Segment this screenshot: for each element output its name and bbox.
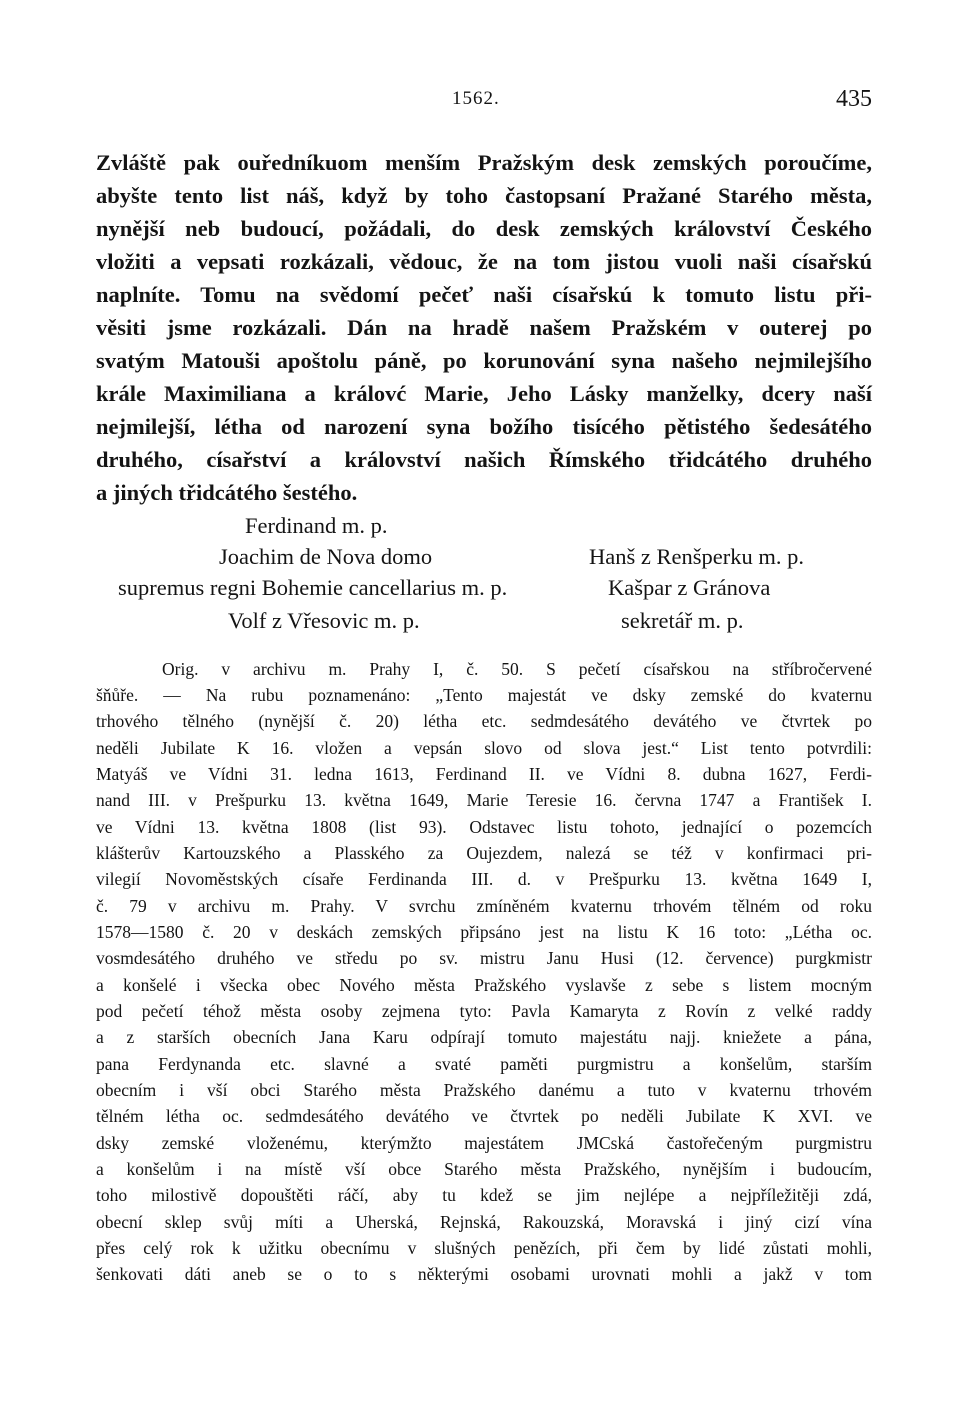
header-year: 1562. <box>452 88 500 109</box>
body-line: naplníte. Tomu na svědomí pečeť naši císařskú k tomuto listu při- <box>96 282 872 307</box>
note-line: vilegií Novoměstských císaře Ferdinanda III. d. v Prešpurku 13. května 1649 I, <box>96 869 872 889</box>
note-line: klášterův Kartouzského a Plasského za Oujezdem, nalezá se též v konfirmaci pri- <box>96 843 872 863</box>
body-line: abyšte tento list náš, když by toho častopsaní Pražané Starého města, <box>96 183 872 208</box>
note-line: 1578—1580 č. 20 v deskách zemských připsáno jest na listu K 16 toto: „Létha oc. <box>96 922 872 942</box>
note-line: trhového tělného (nynější č. 20) létha etc. sedmdesátého devátého ve čtvrtek po <box>96 711 872 731</box>
body-line: věsiti jsme rozkázali. Dán na hradě našem Pražském v outerej po <box>96 315 872 340</box>
note-line: šenkovati dáti aneb se o to s některými osobami urovnati mohli a jakž v tom <box>96 1264 872 1284</box>
note-line: tělném létha oc. sedmdesátého devátého ve čtvrtek po neděli Jubilate K XVI. ve <box>96 1106 872 1126</box>
note-line: nand III. v Prešpurku 13. května 1649, Marie Teresie 16. června 1747 a František I. <box>96 790 872 810</box>
signature-sovereign: Ferdinand m. p. <box>245 513 388 538</box>
note-line: přes celý rok k užitku obecnímu v slušných penězích, při čem by lidé zůstati mohli, <box>96 1238 872 1258</box>
note-line: pod pečetí téhož města osoby zejmena tyto: Pavla Kamaryta z Rovín z velké raddy <box>96 1001 872 1021</box>
note-line: obecním i vší obci Starého města Pražského danému a tuto v kvaternu trhovém <box>96 1080 872 1100</box>
signature-kaspar: Kašpar z Gránova <box>608 575 771 600</box>
signature-chancellor: Joachim de Nova domo <box>219 544 433 569</box>
note-line: šňůře. — Na rubu poznamenáno: „Tento majestát ve dsky zemské do kvaternu <box>96 685 872 705</box>
note-line: neděli Jubilate K 16. vložen a vepsán slovo od slova jest.“ List tento potvrdili: <box>96 738 872 758</box>
body-line: krále Maximiliana a královć Marie, Jeho Lásky manželky, dcery naší <box>96 381 872 406</box>
body-line: nejmilejší, létha od narození syna božího tisícého pětistého šedesátého <box>96 414 872 439</box>
signature-hans: Hanš z Renšperku m. p. <box>589 544 804 569</box>
body-line: vložiti a vepsati rozkázali, vědouc, že na tom jistou vuoli naši císařskú <box>96 249 872 274</box>
body-line: Zvláště pak ouředníkuom menším Pražským desk zemských poroučíme, <box>96 150 872 175</box>
signature-chancellor-title: supremus regni Bohemie cancellarius m. p. <box>118 575 508 600</box>
body-line: nynější neb budoucí, požádali, do desk zemských království Českého <box>96 216 872 241</box>
note-line: č. 79 v archivu m. Prahy. V svrchu zmíněném kvaternu trhovém tělném od roku <box>96 896 872 916</box>
signature-volf: Volf z Vřesovic m. p. <box>228 608 420 633</box>
note-line: toho milostivě dopouštěti ráčí, aby tu kdež se jim nejlépe a nejpříležitěji zdá, <box>96 1185 872 1205</box>
note-line: Orig. v archivu m. Prahy I, č. 50. S pečetí císařskou na stříbročervené <box>162 659 872 679</box>
note-line: Matyáš ve Vídni 31. ledna 1613, Ferdinand II. ve Vídni 8. dubna 1627, Ferdi- <box>96 764 872 784</box>
note-line: a konšelům i na místě vší obce Starého města Pražského, nynějším i budoucím, <box>96 1159 872 1179</box>
body-line: a jiných třidcátého šestého. <box>96 480 358 505</box>
note-line: dsky zemské vloženému, kterýmžto majestátem JMCská častořečeným purgmistru <box>96 1133 872 1153</box>
note-line: ve Vídni 13. května 1808 (list 93). Odstavec listu tohoto, jednající o pozemcích <box>96 817 872 837</box>
body-line: druhého, císařství a království našich Římského třidcátého druhého <box>96 447 872 472</box>
note-line: a z starších obecních Jana Karu odpírají tomuto majestátu najj. kniežete a pána, <box>96 1027 872 1047</box>
note-line: vosmdesátého druhého ve středu po sv. mistru Janu Husi (12. července) purgkmistr <box>96 948 872 968</box>
note-line: pana Ferdynanda etc. slavné a svaté paměti purgmistru a konšelům, starším <box>96 1054 872 1074</box>
note-line: obecní sklep svůj míti a Uherská, Rejnská, Rakouzská, Moravská i jiný cizí vína <box>96 1212 872 1232</box>
page-number: 435 <box>836 86 872 112</box>
signature-secretary: sekretář m. p. <box>621 608 744 633</box>
body-line: svatým Matouši apoštolu páně, po korunování syna našeho nejmilejšího <box>96 348 872 373</box>
running-header <box>96 88 872 116</box>
note-line: a konšelé i všecka obec Nového města Pražského vyslavše z sebe s listem mocným <box>96 975 872 995</box>
